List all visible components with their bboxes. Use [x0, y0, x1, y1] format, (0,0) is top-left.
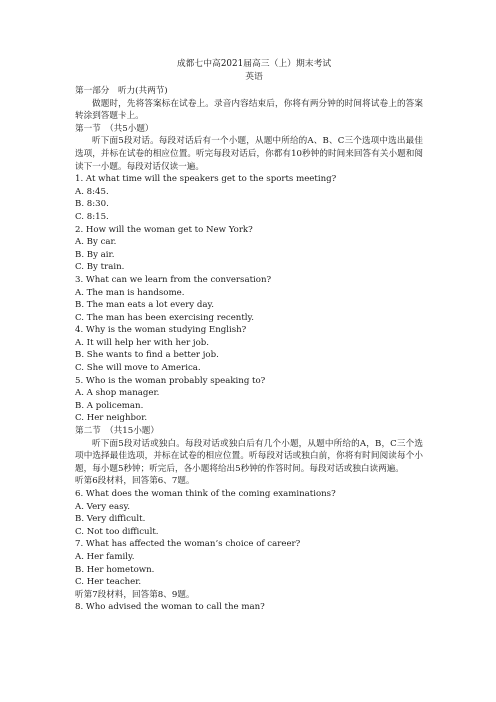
section1-heading: 第一节 （共5小题）	[75, 123, 154, 134]
option-c: C. Her teacher.	[75, 577, 142, 588]
question-text: 2. How will the woman get to New York?	[75, 224, 253, 235]
question-text: 3. What can we learn from the conversation?	[75, 274, 272, 285]
material-7-note: 听第7段材料，回答第8、9题。	[75, 589, 195, 600]
question-8: 8. Who advised the woman to call the man?	[75, 602, 265, 613]
question-1	[75, 173, 423, 223]
option-c: C. By train.	[75, 262, 125, 273]
option-b: B. The man eats a lot every day.	[75, 300, 214, 311]
part1-instructions: 做题时，先将答案标在试卷上。录音内容结束后，你将有两分钟的时间将试卷上的答案转涂到答题卡上。	[75, 98, 423, 122]
option-a: A. Her family.	[75, 551, 135, 562]
question-7	[75, 538, 423, 588]
option-c: C. Not too difficult.	[75, 526, 159, 537]
exam-page	[75, 58, 423, 614]
option-b: B. She wants to find a better job.	[75, 350, 219, 361]
option-c: C. Her neighbor.	[75, 413, 148, 424]
section1-instructions: 听下面5段对话。每段对话后有一个小题，从题中所给的A、B、C三个选项中选出最佳选项，并标在试卷的相应位置。听完每段对话后，你都有10秒钟的时间来回答有关小题和阅读下一小题。每段对话仅读一遍。	[75, 136, 423, 172]
option-b: B. A policeman.	[75, 400, 144, 411]
question-text: 7. What has affected the woman’s choice of career?	[75, 539, 301, 550]
option-c: C. She will move to America.	[75, 363, 201, 374]
exam-title: 成都七中高2021届高三（上）期末考试	[176, 59, 332, 69]
question-5	[75, 375, 423, 425]
exam-subject: 英语	[245, 72, 263, 82]
question-text: 6. What does the woman think of the coming examinations?	[75, 489, 336, 499]
option-a: A. Very easy.	[75, 501, 130, 512]
option-a: A. It will help her with her job.	[75, 337, 210, 348]
question-6	[75, 488, 423, 538]
option-b: B. By air.	[75, 249, 115, 260]
section2-instructions: 听下面5段对话或独白。每段对话或独白后有几个小题，从题中所给的A，B，C三个选项中选择最佳选项，并标在试卷的相应位置。听每段对话或独白前，你将有时间阅读每个小题，每小题5秒钟；听完后，各小题将给出5秒钟的作答时间。每段对话或独白读两遍。	[75, 438, 423, 474]
material-6-note: 听第6段材料，回答第6、7题。	[75, 476, 195, 487]
section2-heading: 第二节 （共15小题）	[75, 426, 159, 437]
question-3	[75, 274, 423, 324]
option-a: A. A shop manager.	[75, 388, 160, 399]
option-a: A. By car.	[75, 237, 117, 248]
option-c: C. 8:15.	[75, 211, 109, 222]
option-b: B. Very difficult.	[75, 514, 146, 525]
question-text: 1. At what time will the speakers get to the sports meeting?	[75, 174, 337, 185]
question-text: 4. Why is the woman studying English?	[75, 325, 247, 336]
part1-heading: 第一部分 听力(共两节)	[75, 86, 168, 96]
option-a: A. The man is handsome.	[75, 287, 185, 298]
question-2	[75, 224, 423, 274]
question-text: 5. Who is the woman probably speaking to?	[75, 375, 266, 386]
option-b: B. 8:30.	[75, 199, 109, 210]
option-b: B. Her hometown.	[75, 564, 155, 575]
question-4	[75, 324, 423, 374]
option-a: A. 8:45.	[75, 186, 109, 197]
option-c: C. The man has been exercising recently.	[75, 312, 254, 323]
